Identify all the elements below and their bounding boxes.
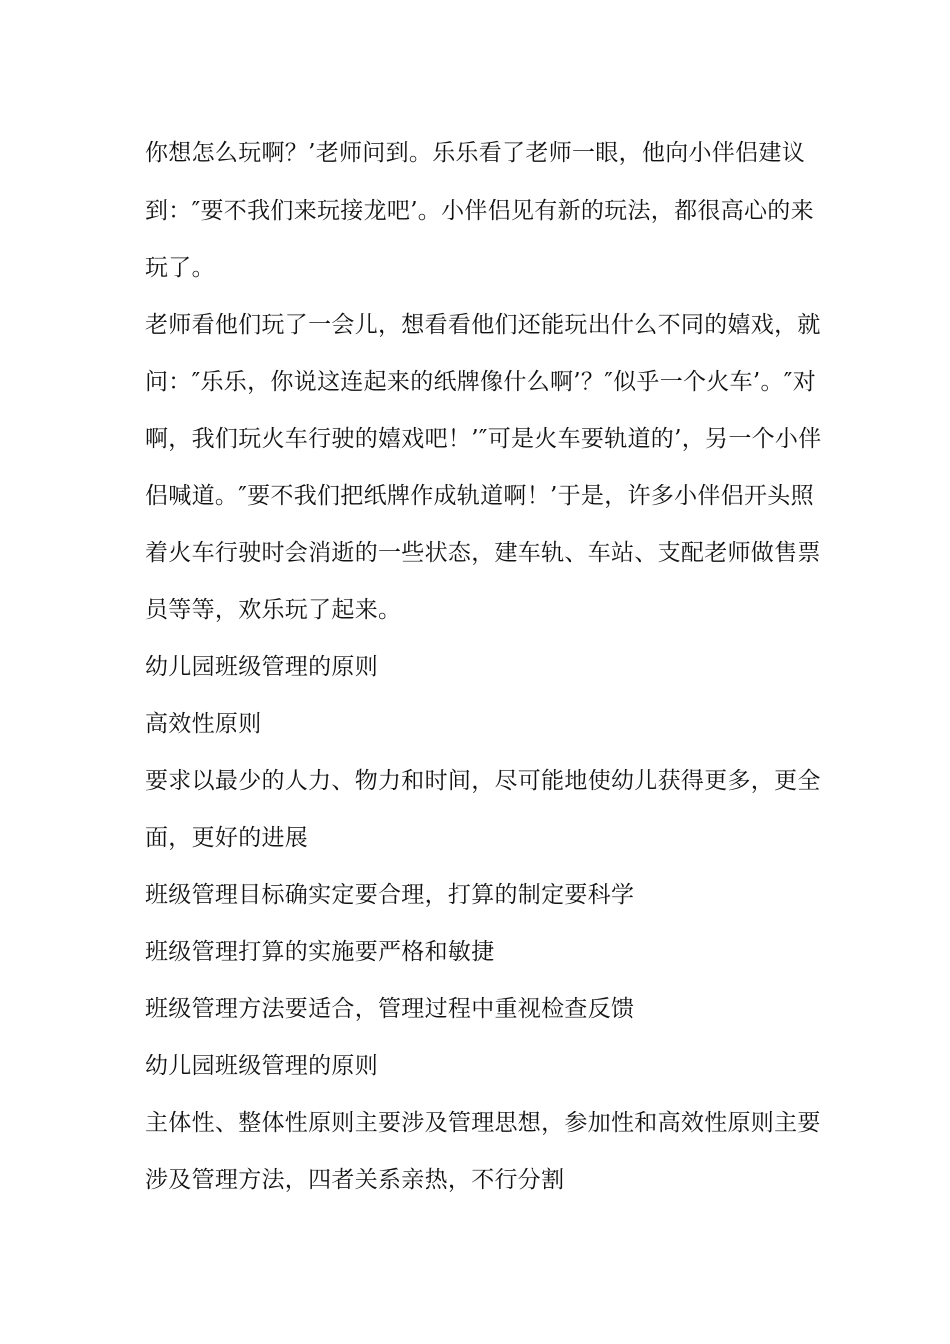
text-line: 班级管理打算的实施要严格和敏捷 — [145, 939, 495, 965]
text-line: 啊，我们玩火车行驶的嬉戏吧！’″可是火车要轨道的’，另一个小伴 — [145, 426, 822, 452]
section-heading: 幼儿园班级管理的原则 — [145, 1053, 378, 1079]
text-line: 面，更好的进展 — [145, 825, 309, 851]
text-line: 涉及管理方法，四者关系亲热，不行分割 — [145, 1167, 565, 1193]
text-line: 要求以最少的人力、物力和时间，尽可能地使幼儿获得更多，更全 — [145, 768, 821, 794]
section-heading: 高效性原则 — [145, 711, 262, 737]
text-line: 主体性、整体性原则主要涉及管理思想，参加性和高效性原则主要 — [145, 1110, 821, 1136]
text-line: 员等等，欢乐玩了起来。 — [145, 597, 402, 623]
text-line: 到：″要不我们来玩接龙吧’。小伴侣见有新的玩法，都很高心的来 — [145, 198, 814, 224]
section-heading: 幼儿园班级管理的原则 — [145, 654, 378, 680]
text-line: 玩了。 — [145, 255, 215, 281]
text-line: 老师看他们玩了一会儿，想看看他们还能玩出什么不同的嬉戏，就 — [145, 312, 821, 338]
text-line: 班级管理目标确实定要合理，打算的制定要科学 — [145, 882, 635, 908]
text-line: 侣喊道。″要不我们把纸牌作成轨道啊！’于是，许多小伴侣开头照 — [145, 483, 814, 509]
text-line: 班级管理方法要适合，管理过程中重视检查反馈 — [145, 996, 635, 1022]
text-line: 问：″乐乐，你说这连起来的纸牌像什么啊’？″似乎一个火车’。″对 — [145, 369, 816, 395]
text-line: 你想怎么玩啊？’老师问到。乐乐看了老师一眼，他向小伴侣建议 — [145, 140, 806, 166]
text-line: 着火车行驶时会消逝的一些状态，建车轨、车站、支配老师做售票 — [145, 540, 821, 566]
